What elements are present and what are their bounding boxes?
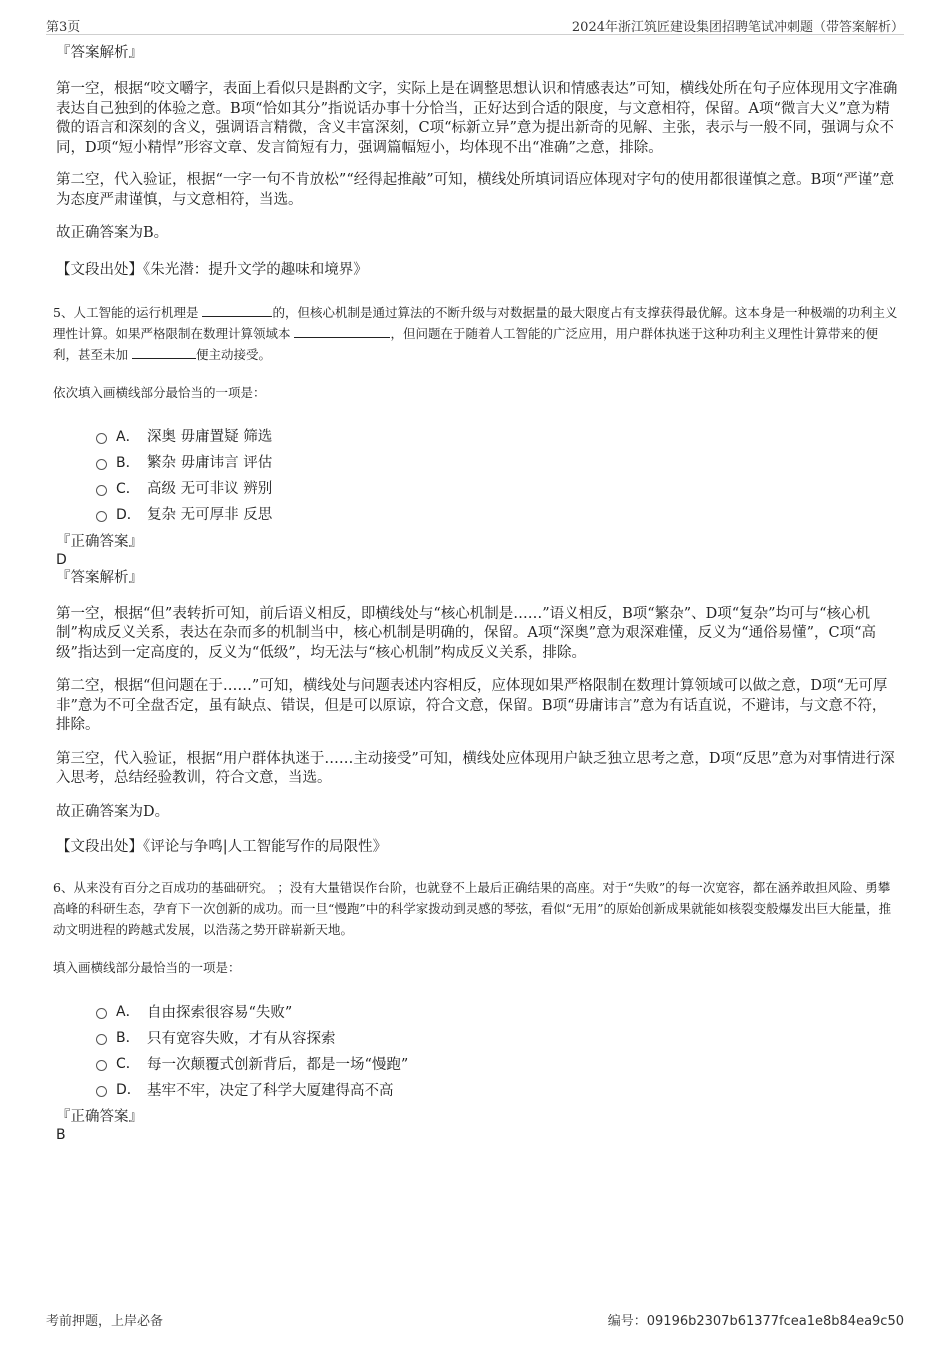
- analysis-paragraph: 第二空，根据“但问题在于……”可知，横线处与问题表述内容相反，应体现如果严格限制在数理计算领域可以做之意，D项“无可厚非”意为不可全盘否定，虽有缺点、错误，但是可以原谅，符合文意，保留。B项“毋庸讳言”意为有话直说，不避讳，与文意不符，排除。: [56, 678, 888, 733]
- question-prompt: 依次填入画横线部分最恰当的一项是：: [53, 384, 266, 400]
- option-d[interactable]: D． 基牢不牢，决定了科学大厦建得高不高: [96, 1076, 898, 1102]
- question-prompt: 填入画横线部分最恰当的一项是：: [53, 960, 241, 975]
- option-c[interactable]: C． 高级 无可非议 辨别: [96, 475, 898, 501]
- correct-answer: D: [56, 551, 67, 568]
- question-6: 6、从来没有百分之百成功的基础研究。 ；没有大量错误作台阶，也就登不上最后正确结果的高座。对于“失败”的每一次宽容，都在涵养敢担风险、勇攀高峰的科研生态，孕育下一次创新的成功。而一旦“慢跑”中的科学家拨动到灵感的琴弦，看似“无用”的原始创新成果就能如核裂变般爆发出巨大能量，推动文明进程的跨越式发展，以浩荡之势开辟崭新天地。: [53, 880, 892, 937]
- question-text: ，但问题在于随着人工智能的广泛应用，用户群体执迷于这种功利主义理性计算带来的便利，甚至未加: [53, 325, 878, 362]
- answer-conclusion: 故正确答案为B。: [56, 225, 169, 241]
- answer-conclusion: 故正确答案为D。: [56, 803, 170, 820]
- page-content: [53, 44, 898, 1144]
- option-d[interactable]: D． 复杂 无可厚非 反思: [96, 501, 898, 527]
- analysis-label: 『答案解析』: [56, 45, 143, 61]
- page-number: 第3页: [46, 20, 81, 35]
- question-text: 的，但核心机制是通过算法的不断升级与对数据量的最大限度占有支撑获得最优解。这本身是一种极端的功利主义理性计算。如果严格限制在数理计算领域本: [53, 304, 898, 341]
- radio-icon[interactable]: [96, 1008, 107, 1019]
- analysis-paragraph: 第三空，代入验证，根据“用户群体执迷于……主动接受”可知，横线处应体现用户缺乏独立思考之意，D项“反思”意为对事情进行深入思考，总结经验教训，符合文意，当选。: [56, 750, 895, 786]
- document-code: 编号：09196b2307b61377fcea1e8b84ea9c50: [607, 1314, 904, 1329]
- radio-icon[interactable]: [96, 485, 107, 496]
- source-citation: 【文段出处】《评论与争鸣|人工智能写作的局限性》: [56, 839, 388, 855]
- option-a[interactable]: A． 自由探索很容易“失败”: [96, 998, 898, 1024]
- radio-icon[interactable]: [96, 1060, 107, 1071]
- options-list: [96, 998, 898, 1102]
- correct-answer-label: 『正确答案』: [56, 533, 143, 550]
- correct-answer: B: [56, 1127, 66, 1143]
- question-5: [53, 302, 898, 365]
- radio-icon[interactable]: [96, 1086, 107, 1097]
- page-header: [46, 14, 904, 35]
- radio-icon[interactable]: [96, 1034, 107, 1045]
- option-b[interactable]: B． 只有宽容失败，才有从容探索: [96, 1024, 898, 1050]
- fill-blank: [294, 324, 390, 338]
- option-c[interactable]: C． 每一次颠覆式创新背后，都是一场“慢跑”: [96, 1050, 898, 1076]
- option-b[interactable]: B． 繁杂 毋庸讳言 评估: [96, 449, 898, 475]
- analysis-paragraph: 第一空，根据“咬文嚼字，表面上看似只是斟酌文字，实际上是在调整思想认识和情感表达”可知，横线处所在句子应体现用文字准确表达自己独到的体验之意。B项“恰如其分”指说话办事十分恰当，正好达到合适的限度，与文意相符，保留。A项“微言大义”意为精微的语言和深刻的含义，强调语言精微，含义丰富深刻，C项“标新立异”意为提出新奇的见解、主张，表示与一般不同，强调与众不同，D项“短小精悍”形容文章、发言简短有力，强调篇幅短小，均体现不出“准确”之意，排除。: [56, 81, 898, 156]
- document-title: 2024年浙江筑匠建设集团招聘笔试冲刺题（带答案解析）: [571, 20, 904, 35]
- radio-icon[interactable]: [96, 511, 107, 522]
- analysis-label: 『答案解析』: [56, 569, 143, 586]
- fill-blank: [132, 345, 196, 359]
- correct-answer-label: 『正确答案』: [56, 1109, 143, 1125]
- analysis-paragraph: 第一空，根据“但”表转折可知，前后语义相反，即横线处与“核心机制是……”语义相反，B项“繁杂”、D项“复杂”均可与“核心机制”构成反义关系，表达在杂而多的机制当中，核心机制是明确的，保留。A项“深奥”意为艰深难懂，反义为“通俗易懂”，C项“高级”指达到一定高度的，反义为“低级”，均无法与“核心机制”构成反义关系，排除。: [56, 605, 877, 661]
- question-text: 便主动接受。: [195, 346, 271, 362]
- analysis-paragraph: 第二空，代入验证，根据“一字一句不肯放松”“经得起推敲”可知，横线处所填词语应体现对字句的使用都很谨慎之意。B项“严谨”意为态度严肃谨慎，与文意相符，当选。: [56, 172, 895, 208]
- question-text: 5、人工智能的运行机理是: [53, 304, 203, 320]
- radio-icon[interactable]: [96, 433, 107, 444]
- options-list: [96, 423, 898, 527]
- fill-blank: [202, 303, 272, 317]
- option-a[interactable]: A． 深奥 毋庸置疑 筛选: [96, 423, 898, 449]
- footer-slogan: 考前押题，上岸必备: [46, 1314, 164, 1329]
- radio-icon[interactable]: [96, 459, 107, 470]
- source-citation: 【文段出处】《朱光潜：提升文学的趣味和境界》: [56, 261, 368, 278]
